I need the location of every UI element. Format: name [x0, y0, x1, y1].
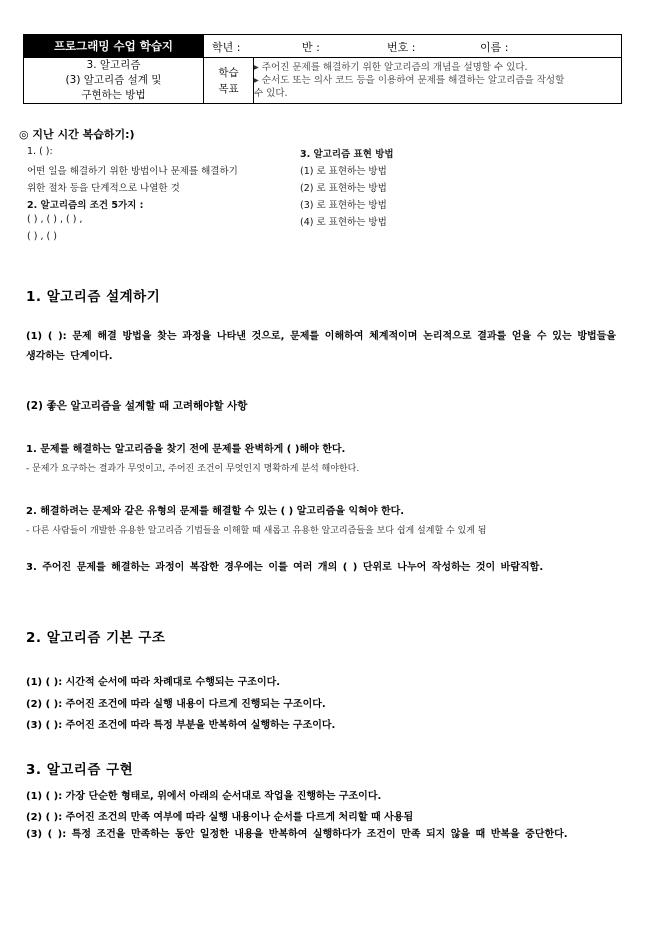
unit-line-1: 3. 알고리즘	[86, 59, 141, 71]
consideration-2: 2. 해결하려는 문제와 같은 유형의 문제를 해결할 수 있는 ( ) 알고리즘을 익혀야 한다.	[26, 506, 405, 517]
section-3-title: 3. 알고리즘 구현	[26, 762, 134, 778]
goal-1: ▸ 주어진 문제를 해결하기 위한 알고리즘의 개념을 설명할 수 있다.	[254, 62, 528, 73]
review-left-3: 위한 절차 등을 단계적으로 나열한 것	[27, 183, 180, 194]
unit-line-2: (3) 알고리즘 설계 및	[65, 74, 162, 86]
review-left-5: ( ) , ( ) , ( ) ,	[27, 214, 83, 225]
review-right-4: (3) 로 표현하는 방법	[300, 200, 387, 211]
section-1-definition: (1) ( ): 문제 해결 방법을 찾는 과정을 나타낸 것으로, 문제를 이해하여 체계적이며 논리적으로 결과를 얻을 수 있는 방법들을 생각하는 단계이다.	[26, 331, 616, 362]
implementation-3: (3) ( ): 특정 조건을 만족하는 동안 일정한 내용을 반복하여 실행하다가 조건이 만족 되지 않을 때 반복을 중단한다.	[26, 829, 568, 840]
name-label: 이름 :	[480, 41, 509, 54]
section-1-title: 1. 알고리즘 설계하기	[26, 289, 161, 305]
worksheet-header	[23, 34, 622, 104]
structure-3: (3) ( ): 주어진 조건에 따라 특정 부분을 반복하여 실행하는 구조이다.	[26, 720, 336, 731]
consideration-3: 3. 주어진 문제를 해결하는 과정이 복잡한 경우에는 이를 여러 개의 ( ) 단위로 나누어 작성하는 것이 바람직함.	[26, 562, 544, 573]
consideration-1: 1. 문제를 해결하는 알고리즘을 찾기 전에 문제를 완벽하게 ( )해야 한다.	[26, 444, 346, 455]
review-left-1: 1. ( ):	[27, 146, 53, 157]
review-right-2: (1) 로 표현하는 방법	[300, 166, 387, 177]
goal-2: ▸ 순서도 또는 의사 코드 등을 이용하여 문제를 해결하는 알고리즘을 작성할	[254, 75, 565, 86]
consideration-1-note: - 문제가 요구하는 결과가 무엇이고, 주어진 조건이 무엇인지 명확하게 분석 해야한다.	[26, 464, 360, 474]
review-left-2: 어떤 일을 해결하기 위한 방법이나 문제를 해결하기	[27, 166, 238, 177]
review-right-3: (2) 로 표현하는 방법	[300, 183, 387, 194]
review-left-6: ( ) , ( )	[27, 231, 57, 242]
structure-2: (2) ( ): 주어진 조건에 따라 실행 내용이 다르게 진행되는 구조이다.	[26, 699, 326, 710]
student-info-row	[204, 35, 622, 58]
consideration-2-note: - 다른 사람들이 개발한 유용한 알고리즘 기법들을 이해할 때 새롭고 유용한 알고리즘들을 보다 쉽게 설계할 수 있게 됨	[26, 526, 487, 536]
structure-1: (1) ( ): 시간적 순서에 따라 차례대로 수행되는 구조이다.	[26, 677, 281, 688]
section-2-title: 2. 알고리즘 기본 구조	[26, 630, 166, 646]
implementation-2: (2) ( ): 주어진 조건의 만족 여부에 따라 실행 내용이나 순서를 다르게 처리할 때 사용됨	[26, 812, 414, 823]
class-label: 반 :	[302, 41, 320, 54]
goal-3: 수 있다.	[254, 88, 288, 99]
review-right-5: (4) 로 표현하는 방법	[300, 217, 387, 228]
goal-label-1: 학습	[218, 66, 239, 79]
unit-cell	[24, 58, 204, 104]
unit-line-3: 구현하는 방법	[81, 89, 146, 101]
goal-label-cell	[204, 58, 254, 104]
number-label: 번호 :	[387, 41, 416, 54]
review-right-1: 3. 알고리즘 표현 방법	[300, 149, 394, 160]
implementation-1: (1) ( ): 가장 단순한 형태로, 위에서 아래의 순서대로 작업을 진행하는 구조이다.	[26, 791, 382, 802]
section-1-subheading: (2) 좋은 알고리즘을 설계할 때 고려해야할 사항	[26, 400, 248, 412]
goal-label-2: 목표	[218, 82, 239, 95]
review-left-4: 2. 알고리즘의 조건 5가지 :	[27, 200, 144, 211]
review-title: ◎ 지난 시간 복습하기:)	[19, 128, 135, 141]
learning-goals	[254, 58, 622, 104]
grade-label: 학년 :	[212, 41, 241, 54]
worksheet-title: 프로그래밍 수업 학습지	[24, 35, 204, 58]
